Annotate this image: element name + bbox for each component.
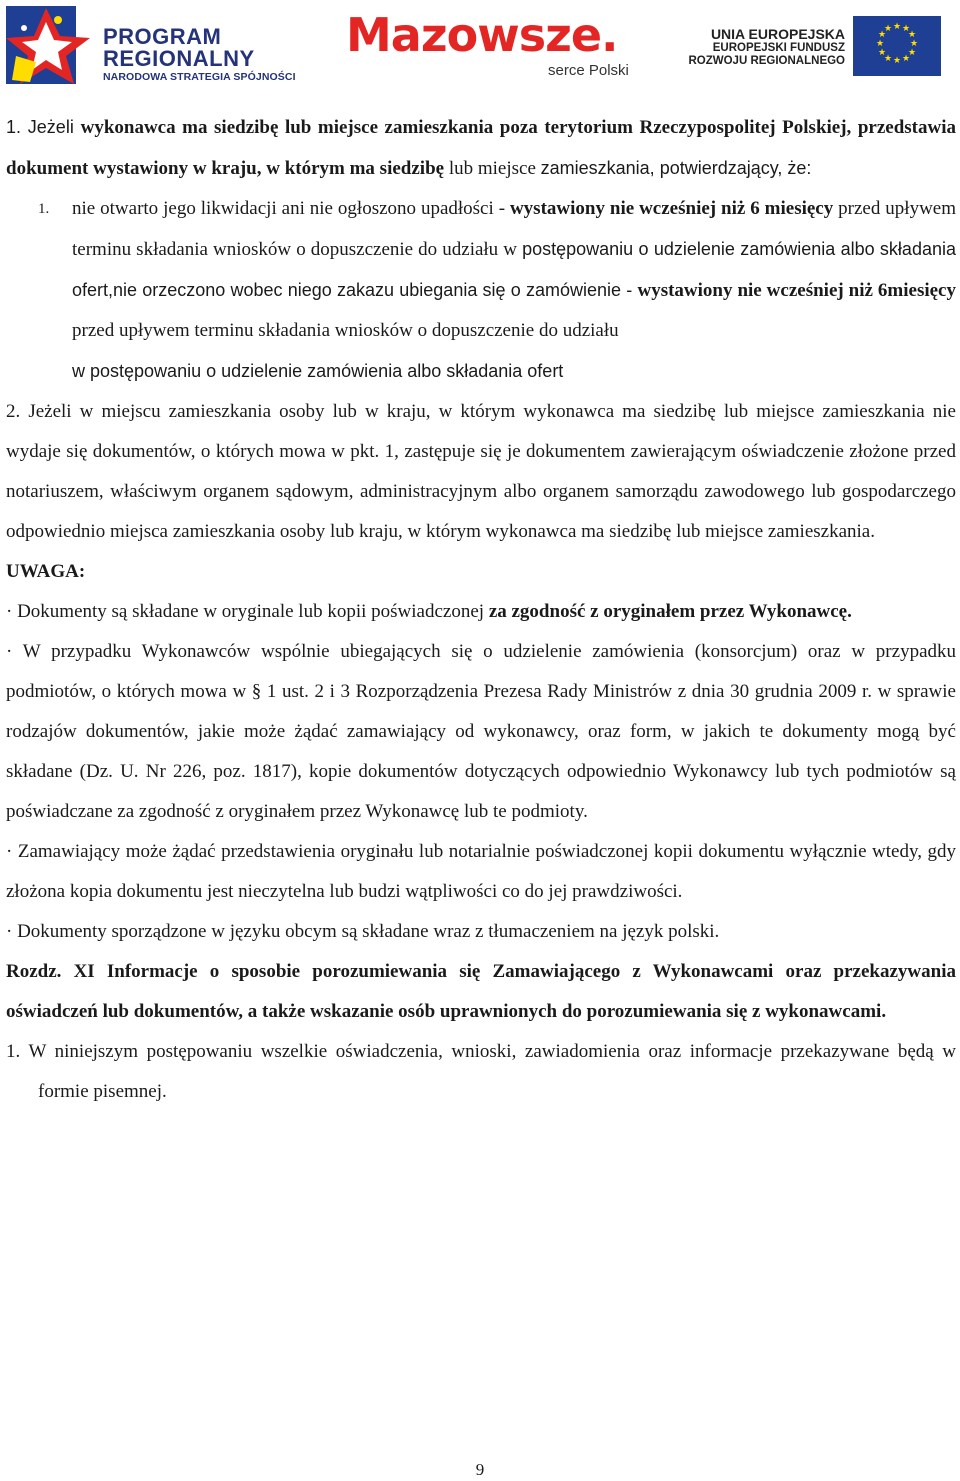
sub1-t5: w postępowaniu o udzielenie zamówienia albo składania ofert (72, 361, 564, 381)
svg-text:★: ★ (877, 48, 887, 58)
logo-line-program: PROGRAM (103, 24, 222, 49)
p1-rest: lub miejsce (444, 158, 536, 179)
program-regionalny-text (103, 26, 296, 84)
page-header (0, 0, 960, 92)
svg-text:★: ★ (901, 54, 911, 64)
bullet-2: · W przypadku Wykonawców wspólnie ubiegających się o udzielenie zamówienia (konsorcjum) oraz w przypadku podmiotów, o których mowa w § 1 ust. 2 i 3 Rozporządzenia Prezesa Rady Ministrów z dnia 30 grudnia 2009 r. w sprawie rodzajów dokumentów, jakie może żądać zamawiający od wykonawcy, oraz form, w jakich te dokumenty mogą być składane (Dz. U. Nr 226, poz. 1817), kopie dokumentów dotyczących odpowiednio Wykonawcy lub tych podmiotów są poświadczane za zgodność z oryginałem przez Wykonawcę lub te podmioty. (6, 641, 956, 822)
sub1-t3: postępowaniu o udzielenie zamówienia albo składania ofert,nie orzeczono wobec niego zakazu ubiegania się o zamówienie - (72, 239, 956, 300)
p1-bold: wykonawca ma siedzibę lub miejsce zamieszkania poza terytorium Rzeczypospolitej Polskiej, przedstawia dokument wystawiony w kraju, w którym ma siedzibę (6, 117, 956, 179)
eu-flag-icon (853, 16, 941, 76)
p1-prefix: 1. Jeżeli (6, 117, 81, 137)
svg-text:★: ★ (907, 30, 917, 40)
item-1: 1. W niniejszym postępowaniu wszelkie oświadczenia, wnioski, zawiadomienia oraz informacje przekazywane będą w formie pisemnej. (6, 1041, 956, 1102)
page-number: 9 (475, 1460, 485, 1479)
eu-line-2: EUROPEJSKI FUNDUSZ (712, 42, 845, 54)
sub1-t4: przed upływem terminu składania wniosków o dopuszczenie do udziału (72, 320, 619, 341)
program-regionalny-logo (6, 6, 306, 86)
svg-text:★: ★ (883, 54, 893, 64)
svg-text:★: ★ (901, 24, 911, 34)
bullet-3: · Zamawiający może żądać przedstawienia oryginału lub notarialnie poświadczonej kopii dokumentu wyłącznie wtedy, gdy złożona kopia dokumentu jest nieczytelna lub budzi wątpliwości co do jej prawdziwości. (6, 841, 956, 902)
svg-text:★: ★ (883, 24, 893, 34)
eu-line-1: UNIA EUROPEJSKA (710, 26, 845, 42)
bullet1-bold: za zgodność z oryginałem przez Wykonawcę. (488, 601, 852, 622)
uwaga-label: UWAGA: (6, 561, 86, 582)
subitem-1-last-line (72, 351, 956, 392)
subitem-number: 1. (38, 201, 50, 217)
logo-line-regionalny: REGIONALNY (103, 46, 255, 71)
uwaga-heading (6, 552, 956, 592)
svg-text:★: ★ (907, 48, 917, 58)
eu-logo (685, 20, 955, 80)
svg-text:★: ★ (892, 56, 902, 66)
sub1-t2: przed upływem terminu składania wniosków o dopuszczenie do udziału w (72, 198, 957, 260)
rozdz-text: Rozdz. XI Informacje o sposobie porozumiewania się Zamawiającego z Wykonawcami oraz przekazywania oświadczeń lub dokumentów, a także wskazanie osób uprawnionych do porozumiewania się z wykonawcami. (6, 961, 956, 1022)
section-heading-rozdz-xi (6, 952, 956, 1032)
svg-text:★: ★ (875, 39, 885, 49)
sub1-bold-2: wystawiony nie wcześniej niż 6miesięcy (637, 280, 956, 301)
eu-line-3: ROZWOJU REGIONALNEGO (688, 55, 845, 67)
paragraph-1 (6, 107, 956, 189)
svg-text:★: ★ (877, 30, 887, 40)
p1-rest-sans: zamieszkania, potwierdzający, że: (540, 158, 812, 178)
sub1-bold-1: wystawiony nie wcześniej niż 6 miesięcy (509, 198, 834, 219)
eu-text (685, 26, 845, 68)
mazowsze-wordmark: Mazowsze. (346, 8, 618, 62)
sub1-t1: nie otwarto jego likwidacji ani nie ogłoszono upadłości - (72, 198, 510, 219)
bullet-4: · Dokumenty sporządzone w języku obcym są składane wraz z tłumaczeniem na język polski. (6, 921, 720, 942)
svg-text:★: ★ (909, 39, 919, 49)
mazowsze-tagline: serce Polski (548, 62, 629, 79)
mazowsze-logo (340, 8, 640, 84)
document-body (6, 107, 956, 1112)
star-emblem-icon (6, 6, 98, 86)
subitem-1 (38, 189, 957, 351)
svg-text:★: ★ (892, 22, 902, 32)
paragraph-2: 2. Jeżeli w miejscu zamieszkania osoby lub w kraju, w którym wykonawca ma siedzibę lub miejsce zamieszkania nie wydaje się dokumentów, o których mowa w pkt. 1, zastępuje się je dokumentem zawierającym oświadczenie złożone przed notariuszem, właściwym organem sądowym, administracyjnym albo organem samorządu zawodowego lub gospodarczego odpowiednio miejsca zamieszkania osoby lub kraju, w którym wykonawca ma siedzibę lub miejsce zamieszkania. (6, 401, 956, 542)
bullet1-text: · Dokumenty są składane w oryginale lub kopii poświadczonej (6, 601, 489, 622)
logo-line-nss: NARODOWA STRATEGIA SPÓJNOŚCI (103, 71, 296, 83)
bullet-1 (6, 592, 956, 632)
